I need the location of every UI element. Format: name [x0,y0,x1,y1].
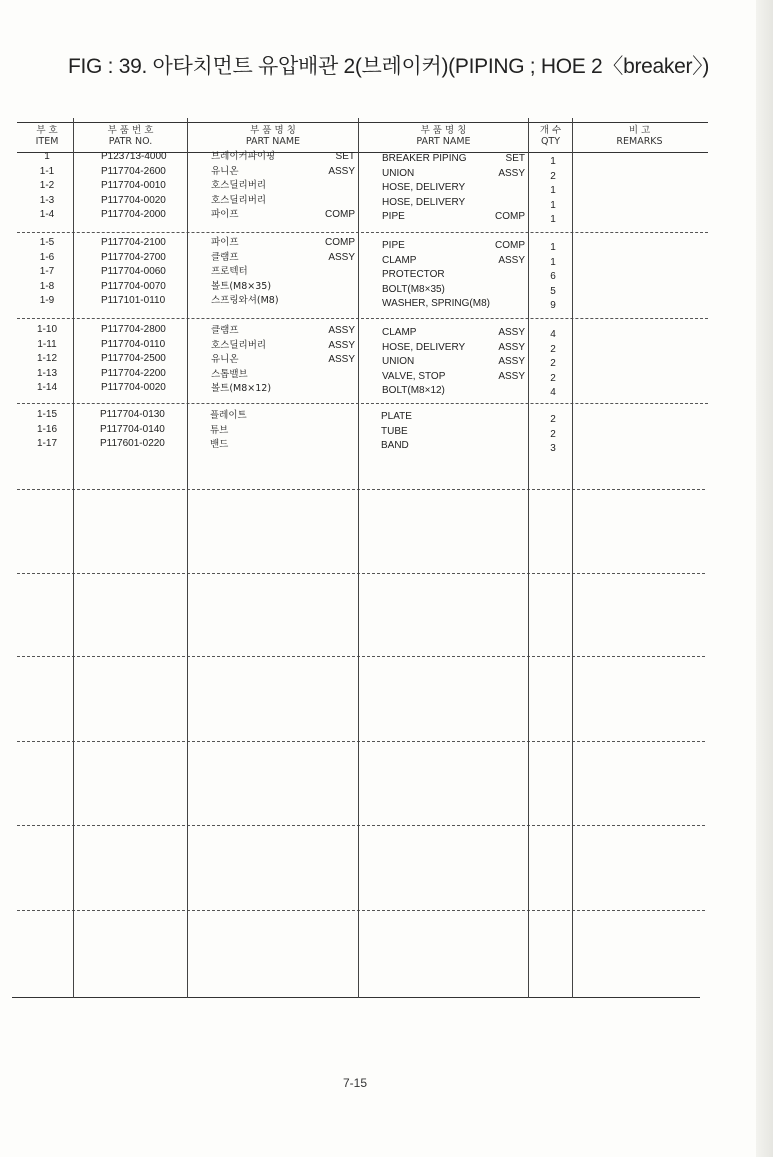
type-ko-cell [300,265,355,280]
qty-column [535,155,571,228]
group-separator [17,910,705,911]
header-item [22,125,72,147]
qty-cell: 2 [550,414,556,425]
type-en-cell: ASSY [498,341,525,353]
header-qty [529,125,572,147]
header-name-ko-ko: 부 품 명 칭 [250,125,296,136]
item-cell: 1-9 [39,295,55,306]
name-ko-cell: 파이프 [211,209,239,220]
qty-cell: 5 [550,285,556,297]
name-ko-column [211,150,275,223]
header-partno-en: PATR NO. [108,136,153,147]
partno-cell: P117704-0020 [101,382,166,393]
qty-cell: 1 [550,185,556,196]
header-name-en-en: PART NAME [416,136,471,147]
type-en-cell: COMP [495,240,525,251]
qty-cell: 3 [550,443,556,454]
page-title: FIG : 39. 아타치먼트 유압배관 2(브레이커)(PIPING ; HOE 2〈breaker〉) [68,55,710,78]
qty-cell: 1 [550,242,556,253]
item-cell: 1 [44,151,50,162]
type-ko-cell: ASSY [328,251,355,263]
qty-cell: 2 [550,343,556,355]
name-ko-cell: 스톱밸브 [211,368,248,380]
item-cell: 1-2 [39,180,55,191]
group-separator [17,741,705,742]
name-en-cell: HOSE, DELIVERY [382,196,466,208]
type-ko-column [300,236,355,309]
type-ko-cell: ASSY [328,354,355,365]
item-column [22,236,72,309]
name-ko-column [210,409,247,453]
type-ko-cell [300,368,355,383]
group-separator [17,656,705,657]
type-en-column [470,152,525,225]
header-partno-ko: 부 품 번 호 [107,125,154,136]
qty-cell: 9 [550,300,556,311]
partno-cell: P117704-2500 [101,353,166,364]
name-ko-cell: 볼트(M8×12) [211,383,272,394]
qty-column [535,413,571,457]
name-ko-cell: 파이프 [211,237,239,248]
group-separator [17,573,705,574]
partno-cell: P117704-2000 [101,209,166,220]
name-en-cell: UNION [382,356,415,367]
partno-cell: P117704-0010 [101,180,166,191]
header-remarks-en: REMARKS [616,136,663,147]
type-ko-cell [300,179,355,194]
group-separator [17,318,708,319]
page-number: 7-15 [342,1076,368,1090]
partno-cell: P117704-0140 [100,423,165,435]
item-cell: 1-16 [36,423,57,435]
column-divider [528,118,529,998]
column-divider [187,118,188,998]
item-column [22,408,72,452]
type-en-cell: COMP [495,211,525,222]
qty-cell: 2 [550,372,556,384]
item-cell: 1-15 [36,409,57,420]
qty-cell: 1 [550,256,556,268]
partno-cell: P117704-2600 [101,165,166,177]
qty-cell: 4 [550,387,556,398]
item-cell: 1-14 [36,382,57,393]
name-en-cell: UNION [382,167,415,179]
name-en-cell: BAND [381,440,409,451]
qty-cell: 2 [550,170,556,182]
header-name-en-ko: 부 품 명 칭 [420,125,467,136]
name-en-cell: TUBE [381,425,408,437]
type-en-cell: ASSY [498,370,525,382]
name-en-cell: HOSE, DELIVERY [382,341,466,353]
group-separator [17,403,708,404]
name-ko-cell: 호스딜리버리 [211,194,267,206]
partno-column [101,150,167,223]
name-ko-column [211,324,271,397]
partno-cell: P117704-2700 [101,251,166,263]
partno-cell: P117704-0020 [101,194,166,206]
type-en-cell: ASSY [498,327,525,338]
item-cell: 1-11 [37,338,57,350]
item-cell: 1-12 [36,353,57,364]
header-name-ko [188,125,358,147]
type-ko-cell [300,294,355,309]
column-divider [358,118,359,998]
table-bottom-rule [12,997,700,998]
name-en-cell: CLAMP [382,327,417,338]
item-cell: 1-1 [39,165,55,177]
item-cell: 1-10 [36,324,57,335]
name-ko-cell: 유니온 [211,165,239,177]
name-ko-cell: 밴드 [210,439,229,450]
partno-cell: P117601-0220 [100,438,165,449]
name-en-column [382,326,465,399]
name-ko-cell: 클램프 [211,325,239,336]
qty-cell: 2 [550,428,556,440]
item-cell: 1-6 [39,251,55,263]
name-en-column [381,410,412,454]
type-en-cell [470,268,525,283]
partno-cell: P117704-0110 [101,338,166,350]
type-ko-column [300,324,355,397]
name-ko-cell: 튜브 [210,424,229,436]
name-ko-cell: 유니온 [211,354,239,365]
item-cell: 1-7 [39,266,55,277]
name-ko-cell: 스프링와셔(M8) [211,295,279,306]
name-ko-column [211,236,279,309]
item-cell: 1-8 [39,280,55,292]
header-partno [74,125,187,147]
group-separator [17,489,705,490]
type-ko-cell: ASSY [328,325,355,336]
name-en-cell: VALVE, STOP [382,370,446,382]
type-en-cell: ASSY [498,356,525,367]
type-en-cell: ASSY [498,167,525,179]
qty-column [535,328,571,401]
qty-cell: 1 [550,199,556,211]
name-ko-cell: 브레이커파이핑 [211,151,276,162]
partno-cell: P117704-0060 [101,266,166,277]
type-en-cell [470,384,525,399]
partno-cell: P117704-0130 [100,409,165,420]
name-ko-cell: 플레이트 [210,410,247,421]
type-ko-cell [300,280,355,295]
partno-cell: P123713-4000 [101,151,167,162]
type-ko-cell: ASSY [328,165,355,177]
group-separator [17,232,708,233]
type-en-cell [470,297,525,312]
name-ko-cell: 호스딜리버리 [211,339,267,351]
name-en-cell: CLAMP [382,254,417,266]
name-en-cell: BREAKER PIPING [382,153,467,164]
partno-cell: P117704-0070 [101,280,166,292]
partno-cell: P117704-2200 [101,367,166,379]
page-edge [756,0,773,1157]
type-ko-cell [300,194,355,209]
type-en-column [470,239,525,312]
type-ko-cell: ASSY [328,339,355,351]
name-en-cell: PROTECTOR [382,269,445,280]
type-en-cell [470,283,525,298]
item-column [22,150,72,223]
type-en-cell: ASSY [498,254,525,266]
qty-cell: 1 [550,156,556,167]
item-cell: 1-3 [39,194,55,206]
name-ko-cell: 프로텍터 [211,266,248,277]
qty-cell: 2 [550,358,556,369]
name-en-cell: HOSE, DELIVERY [382,182,466,193]
column-divider [73,118,74,998]
item-cell: 1-4 [39,209,55,220]
type-en-cell [470,181,525,196]
type-en-column [470,326,525,399]
type-ko-cell: COMP [325,237,355,248]
item-cell: 1-17 [36,438,57,449]
group-separator [17,825,705,826]
item-cell: 1-5 [39,237,55,248]
type-en-cell [470,196,525,211]
item-cell: 1-13 [36,367,57,379]
partno-cell: P117101-0110 [101,295,166,306]
header-remarks-ko: 비 고 [628,125,651,136]
type-ko-column [300,150,355,223]
header-name-en [359,125,528,147]
partno-cell: P117704-2100 [101,237,166,248]
name-en-cell: PIPE [382,211,405,222]
header-qty-ko: 개 수 [539,125,562,136]
qty-cell: 6 [550,271,556,282]
name-ko-cell: 호스딜리버리 [211,180,267,191]
type-en-cell: SET [505,153,525,164]
name-ko-cell: 볼트(M8×35) [211,280,272,292]
table-top-rule [17,122,708,123]
header-item-en: ITEM [35,136,59,147]
name-en-cell: PIPE [382,240,405,251]
type-ko-cell: SET [335,151,355,162]
name-en-cell: PLATE [381,411,412,422]
partno-column [101,323,166,396]
type-ko-cell [300,382,355,397]
qty-cell: 4 [550,329,556,340]
name-en-cell: BOLT(M8×35) [382,283,445,295]
header-item-ko: 부 호 [36,125,58,136]
item-column [22,323,72,396]
partno-cell: P117704-2800 [101,324,166,335]
name-en-column [382,152,466,225]
header-qty-en: QTY [540,136,561,147]
qty-column [535,241,571,314]
name-en-cell: WASHER, SPRING(M8) [382,298,490,309]
name-en-cell: BOLT(M8×12) [382,385,445,396]
partno-column [100,408,165,452]
qty-cell: 1 [550,214,556,225]
header-remarks [573,125,706,147]
header-name-ko-en: PART NAME [245,136,301,147]
type-ko-cell: COMP [325,209,355,220]
name-ko-cell: 클램프 [211,251,239,263]
partno-column [101,236,166,309]
column-divider [572,118,573,998]
